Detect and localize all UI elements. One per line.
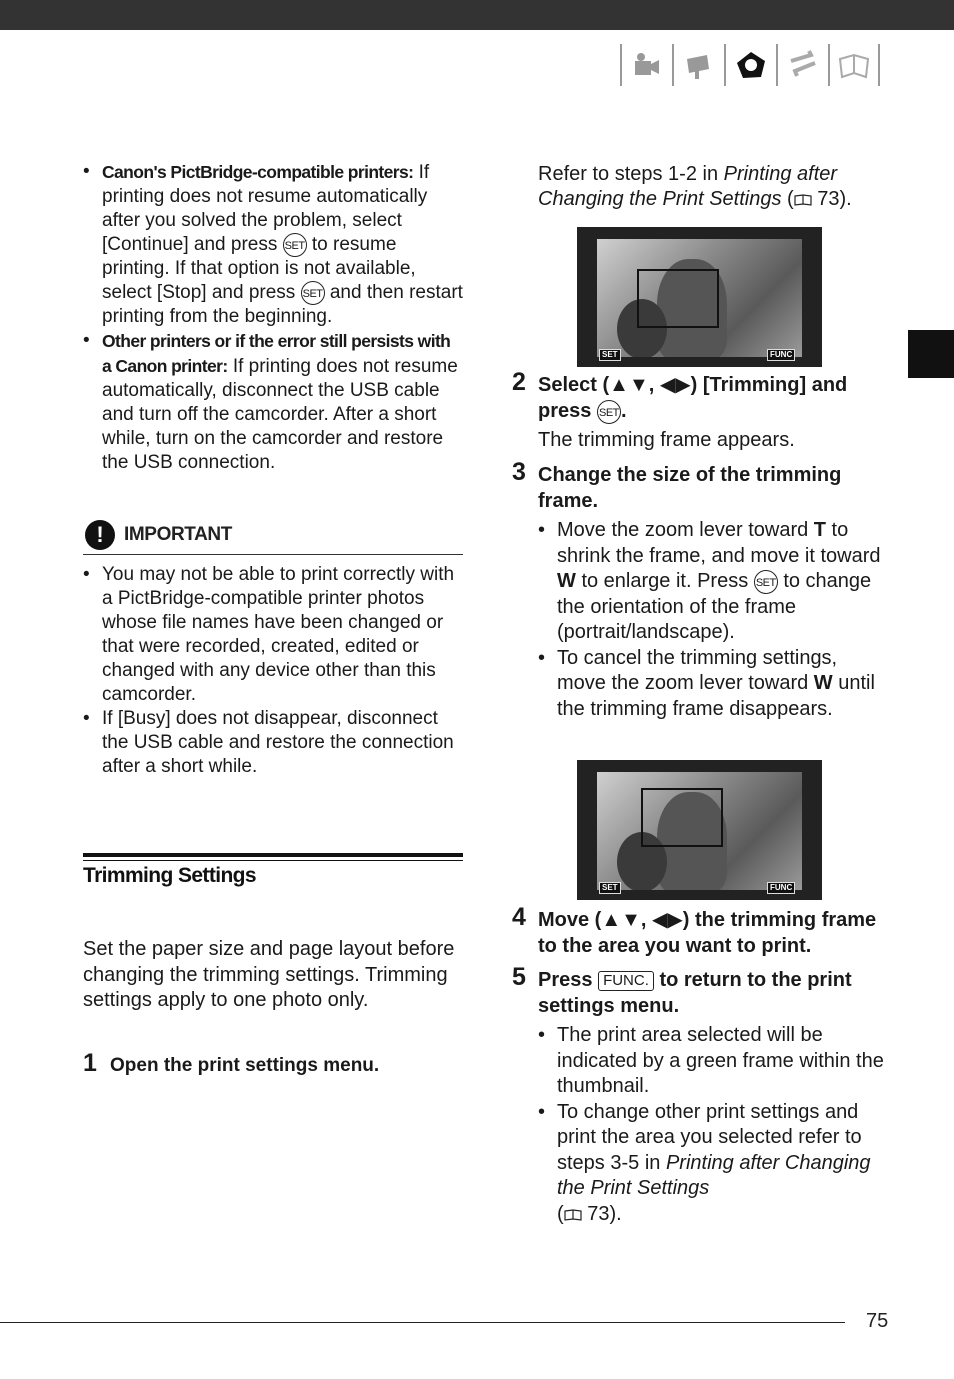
footer-rule [0,1322,845,1323]
func-button-icon: FUNC. [598,971,654,991]
tab-info[interactable] [828,44,880,86]
left-column [83,160,463,475]
list-text: to shrink the frame, and move it toward [557,519,881,567]
section-rule [83,860,463,861]
printer-error-list [83,160,463,475]
important-title: IMPORTANT [124,524,232,545]
list-text: to enlarge it. Press [575,570,754,592]
exclamation-icon: ! [85,520,115,550]
step-text: to return to the print settings menu. [538,969,852,1017]
refer-paren: ( [781,188,794,210]
step-text: Change the size of the trimming frame. [538,464,842,512]
refer-page: 73). [811,188,852,210]
step3-list [538,518,884,722]
playback-icon [681,49,717,81]
page-number: 75 [866,1310,889,1332]
wide-key: W [557,570,576,592]
screen-set-label: SET [599,882,621,894]
lcd-screenshot-1 [577,227,822,367]
step-number: 2 [512,368,526,396]
refer-title: Printing after Changing the Print Settings [538,163,838,210]
set-button-icon: SET [301,281,325,305]
important-list [83,563,463,779]
tab-playback[interactable] [672,44,724,86]
list-text: until the trimming frame disappears. [557,672,875,720]
set-button-icon: SET [754,570,778,594]
list-text: 73). [581,1202,622,1225]
section-intro: Set the paper size and page layout before changing the trimming settings. Trimming settings apply to one photo only. [83,938,455,1011]
list-item [538,1100,884,1228]
important-header [83,520,463,555]
list-item [538,646,884,723]
bullet-lead: Canon's PictBridge-compatible printers: [102,162,414,182]
list-item: • The print area selected will be indicated by a green frame within the thumbnail. [538,1023,884,1100]
chapter-marker [908,330,954,378]
photo-camera-icon [733,49,769,81]
list-text: Move the zoom lever toward [557,519,814,541]
step-text: . [620,400,627,422]
steps-2-3 [512,368,884,722]
reference-title: Printing after Changing the Print Settings [557,1151,871,1199]
tab-photo[interactable] [724,44,776,86]
header-bar [0,0,954,30]
important-body [83,563,463,779]
bullet-lead: Other printers or if the error still persists with a Canon printer: [102,331,451,377]
set-button-icon: SET [597,400,621,424]
step-number: 3 [512,458,526,486]
list-text: ( [557,1202,564,1225]
section-rule [83,853,463,857]
step-number: 1 [83,1049,97,1077]
step-text: Select (▲▼, ◀▶) [Trimming] and press [538,374,848,422]
steps-4-5 [512,903,884,1227]
step-note: The trimming frame appears. [538,429,795,451]
photo-thumbnail [597,239,802,357]
chapter-tabs [620,44,880,86]
bullet-text: to resume printing. If that option is not available, select [Stop] and press [102,234,416,304]
screen-func-label: FUNC [767,882,795,894]
list-text: To change other print settings and print the area you selected refer to steps 3-5 in [557,1100,862,1174]
screen-set-label: SET [599,349,621,361]
list-item [83,160,463,329]
refer-text [538,162,888,212]
step5-list [538,1023,884,1227]
list-item [83,329,463,475]
step-1 [83,1049,463,1078]
bullet-text: If printing does not resume automatically, disconnect the USB cable and turn off the camcorder. After a short while, turn on the camcorder and restore the USB connection. [102,356,458,474]
list-text: To cancel the trimming settings, move the zoom lever toward [557,646,838,694]
trimming-frame [637,269,719,328]
photo-thumbnail [597,772,802,890]
trimming-frame [641,788,723,847]
movie-camera-icon [629,49,665,81]
step-number: 5 [512,963,526,991]
tele-key: T [813,519,826,541]
step-text: Open the print settings menu. [110,1055,380,1076]
screen-func-label: FUNC [767,349,795,361]
set-button-icon: SET [283,233,307,257]
refer-lead: Refer to steps 1-2 in [538,163,724,185]
step-number: 4 [512,903,526,931]
bullet-text: and then restart printing from the beginning. [102,282,463,328]
wide-key: W [813,672,833,694]
step-text: Move (▲▼, ◀▶) the trimming frame to the area you want to print. [538,909,877,957]
bullet-text: If printing does not resume automatically after you solved the problem, select [Continue] and press [102,162,430,256]
list-text: to change the orientation of the frame (portrait/landscape). [557,570,872,643]
book-icon [836,49,872,81]
list-item: • If [Busy] does not disappear, disconnect the USB cable and restore the connection after a short while. [83,707,463,779]
lcd-screenshot-2 [577,760,822,900]
tab-movie[interactable] [620,44,672,86]
book-icon [794,194,812,206]
connect-arrows-icon [785,49,821,81]
section-title: Trimming Settings [83,864,256,887]
list-item [538,518,884,646]
list-item: • You may not be able to print correctly with a PictBridge-compatible printer photos whose file names have been changed or that were recorded, created, edited or changed with any device other than this camcorder. [83,563,463,707]
tab-connect[interactable] [776,44,828,86]
book-icon [564,1209,582,1221]
step-text: Press [538,969,599,991]
